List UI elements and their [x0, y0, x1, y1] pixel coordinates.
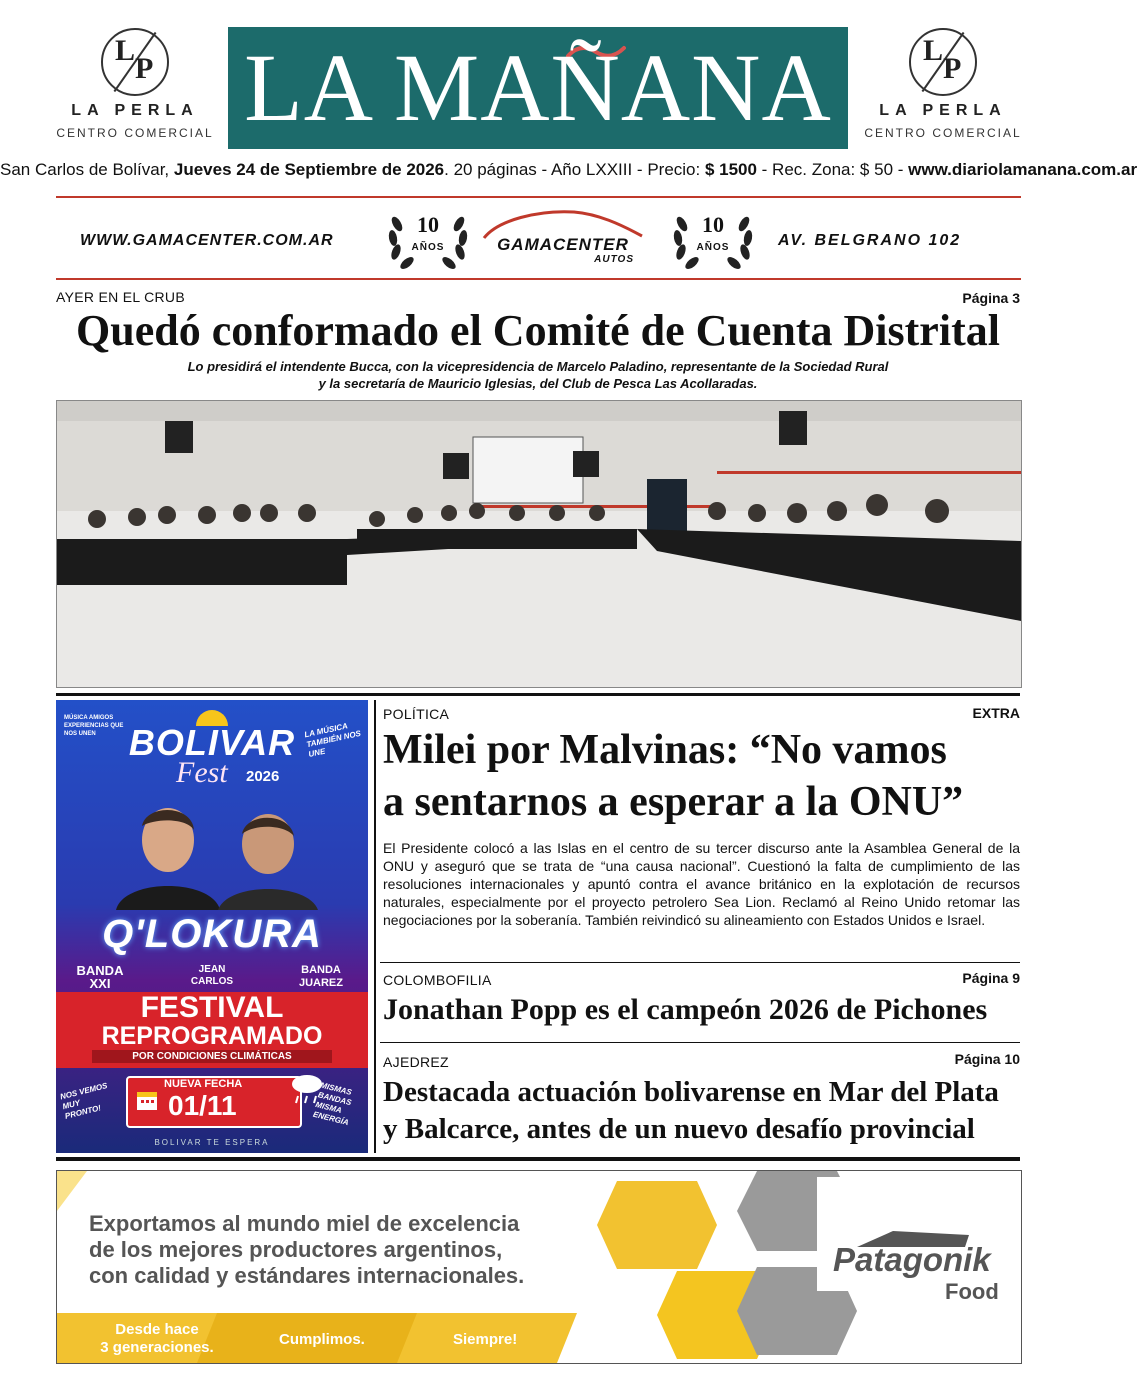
performers-illustration: [96, 800, 336, 910]
festival-event: BOLIVAR: [128, 722, 296, 763]
badge-number: 10: [702, 212, 724, 237]
ajedrez-headline[interactable]: [383, 1074, 999, 1148]
festival-right-note: MISMAS BANDAS MISMA ENERGÍA: [312, 1080, 353, 1128]
dateline-website[interactable]: www.diariolamanana.com.ar: [908, 160, 1137, 179]
politics-headline-line2: a sentarnos a esperar a la ONU”: [383, 779, 964, 825]
gamacenter-address: AV. BELGRANO 102: [778, 232, 962, 249]
patagonik-brand: Patagonik: [833, 1241, 991, 1278]
newspaper-title: LA MAÑANA: [244, 34, 832, 141]
politics-headline[interactable]: [383, 724, 963, 828]
la-perla-emblem-icon: L P: [909, 28, 977, 96]
festival-tagline: LA MÚSICA TAMBIÉN NOS UNE: [303, 721, 362, 759]
festival-new-date-label: NUEVA FECHA: [164, 1078, 243, 1090]
lead-deck-line1: Lo presidirá el intendente Bucca, con la vicepresidencia de Marcelo Paladino, representante de la Sociedad Rural: [187, 359, 889, 374]
lead-photo: [56, 400, 1022, 688]
gamacenter-logo: [478, 236, 648, 265]
badge-number: 10: [417, 212, 439, 237]
ad-strip3: Siempre!: [453, 1331, 518, 1348]
festival-left-note: NOS VEMOS MUY PRONTO!: [59, 1081, 109, 1121]
la-perla-logo-right: [858, 28, 1028, 140]
calendar-icon: [136, 1089, 158, 1111]
festival-band-left: BANDA XXI: [76, 963, 124, 991]
la-perla-name: LA PERLA: [879, 102, 1007, 119]
patagonik-ad[interactable]: [56, 1170, 1022, 1364]
ad-strip1: [97, 1321, 217, 1357]
ajedrez-headline-line2: y Balcarce, antes de un nuevo desafío provincial: [383, 1113, 975, 1145]
colombofilia-section-label: COLOMBOFILIA: [383, 972, 492, 988]
ad-line1: Exportamos al mundo miel de excelencia: [89, 1211, 520, 1236]
festival-word: FESTIVAL: [140, 991, 284, 1024]
festival-new-date: 01/11: [168, 1090, 237, 1121]
lead-section-label: AYER EN EL CRUB: [56, 289, 185, 305]
colombofilia-page-ref[interactable]: Página 9: [962, 970, 1020, 986]
dateline: [0, 160, 1137, 180]
lead-deck: [56, 358, 1020, 392]
red-rule-top: [56, 196, 1021, 198]
politics-headline-line1: Milei por Malvinas: “No vamos: [383, 727, 947, 773]
ad-copy: [89, 1211, 524, 1289]
festival-footer: BOLIVAR TE ESPERA: [154, 1138, 270, 1147]
lead-page-ref[interactable]: Página 3: [962, 290, 1020, 306]
festival-year: 2026: [246, 768, 280, 785]
patagonik-brand-sub: Food: [945, 1279, 999, 1304]
lead-headline[interactable]: Quedó conformado el Comité de Cuenta Distrital: [76, 306, 1000, 355]
la-perla-subtitle: CENTRO COMERCIAL: [864, 126, 1022, 140]
badge-word: AÑOS: [696, 242, 730, 253]
column-divider: [374, 700, 376, 1153]
dateline-info: . 20 páginas - Año LXXIII - Precio:: [444, 160, 705, 179]
ad-line3: con calidad y estándares internacionales.: [89, 1263, 525, 1288]
la-perla-emblem-icon: L P: [101, 28, 169, 96]
badge-right: [668, 214, 758, 253]
section-divider: [56, 693, 1020, 696]
gamacenter-brand: GAMACENTER: [497, 235, 629, 254]
story-divider: [380, 962, 1020, 963]
ad-strip2: Cumplimos.: [279, 1331, 365, 1348]
ad-strip1-line2: 3 generaciones.: [100, 1339, 214, 1356]
festival-band-mid: JEAN CARLOS: [190, 964, 234, 987]
festival-headliner: Q'LOKURA: [102, 912, 322, 956]
la-perla-subtitle: CENTRO COMERCIAL: [56, 126, 214, 140]
colombofilia-headline[interactable]: Jonathan Popp es el campeón 2026 de Pichones: [383, 993, 988, 1026]
politics-section-label: POLÍTICA: [383, 706, 450, 722]
meeting-room-photo: [57, 401, 1021, 687]
masthead-banner: [228, 27, 848, 149]
ajedrez-headline-line1: Destacada actuación bolivarense en Mar del Plata: [383, 1076, 999, 1108]
story-divider: [380, 1042, 1020, 1043]
section-divider: [56, 1157, 1020, 1161]
festival-reprogramado: REPROGRAMADO: [101, 1022, 323, 1050]
la-perla-name: LA PERLA: [71, 102, 199, 119]
dateline-city: San Carlos de Bolívar,: [0, 160, 174, 179]
politics-tag: EXTRA: [972, 705, 1020, 721]
festival-ad[interactable]: [56, 700, 368, 1153]
ajedrez-page-ref[interactable]: Página 10: [954, 1051, 1020, 1067]
gamacenter-url[interactable]: WWW.GAMACENTER.COM.AR: [80, 232, 334, 249]
festival-event-script: Fest: [176, 756, 228, 789]
dateline-rec: - Rec. Zona: $ 50 -: [756, 160, 909, 179]
festival-reason: POR CONDICIONES CLIMÁTICAS: [92, 1050, 332, 1063]
politics-body: El Presidente colocó a las Islas en el centro de su tercer discurso ante la Asamblea General de la ONU y aseguró que se trata de “una causa nacional”. Cuestionó la falta de cumplimiento de las resoluciones internacionales y apuntó contra el avance británico en la explotación de recursos naturales, especialmente por el proyecto petrolero Sea Lion. Reclamó al Reino Unido retomar las negociaciones por la soberanía. También reivindicó su alineamiento con Estados Unidos e Israel.: [383, 840, 1020, 928]
gamacenter-brand-sub: AUTOS: [594, 254, 634, 265]
ad-strip1-line1: Desde hace: [115, 1321, 199, 1338]
lead-deck-line2: y la secretaría de Mauricio Iglesias, del Club de Pesca Las Acollaradas.: [318, 376, 758, 391]
badge-left: [383, 214, 473, 253]
dateline-date: Jueves 24 de Septiembre de 2026: [173, 160, 445, 179]
ajedrez-section-label: AJEDREZ: [383, 1054, 449, 1070]
badge-word: AÑOS: [411, 242, 445, 253]
la-perla-logo-left: [50, 28, 220, 140]
dateline-price: $ 1500: [704, 160, 757, 179]
festival-top-small: MÚSICA AMIGOS EXPERIENCIAS QUE NOS UNEN: [64, 715, 124, 737]
ad-line2: de los mejores productores argentinos,: [89, 1237, 503, 1262]
festival-band-right: BANDA JUAREZ: [298, 964, 343, 989]
red-rule-bottom: [56, 278, 1021, 280]
